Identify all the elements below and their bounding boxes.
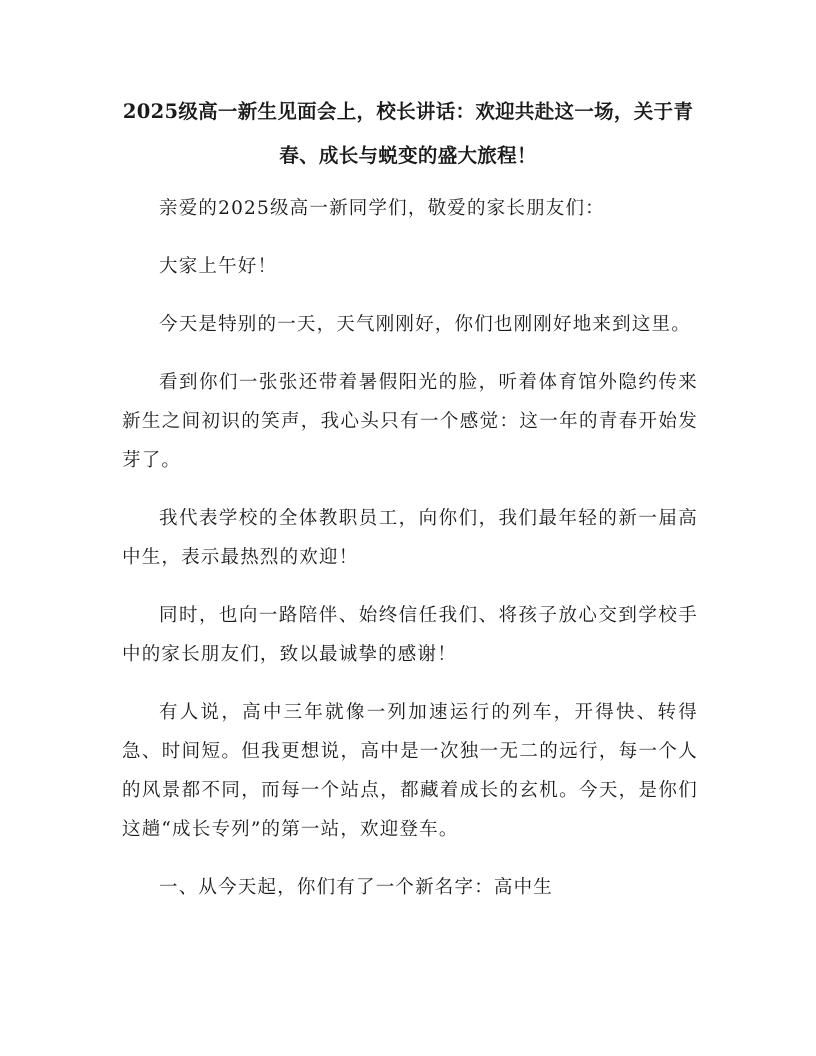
body-paragraph: 有人说，高中三年就像一列加速运行的列车，开得快、转得急、时间短。但我更想说，高中是一次独一无二的远行，每一个人的风景都不同，而每一个站点，都藏着成长的玄机。今天，是你们这趟“成长专列”的第一站，欢迎登车。 (122, 702, 698, 840)
body-paragraph: 我代表学校的全体教职员工，向你们，我们最年轻的新一届高中生，表示最热烈的欢迎！ (122, 508, 698, 568)
salutation-paragraph: 亲爱的2025级高一新同学们，敬爱的家长朋友们： (159, 198, 605, 219)
body-paragraph: 同时，也向一路陪伴、始终信任我们、将孩子放心交到学校手中的家长朋友们，致以最诚挚的感谢！ (122, 605, 698, 665)
section-heading: 一、从今天起，你们有了一个新名字：高中生 (159, 877, 554, 898)
document-title: 2025级高一新生见面会上，校长讲话：欢迎共赴这一场，关于青春、成长与蜕变的盛大旅程！ (122, 100, 694, 167)
body-paragraph: 今天是特别的一天，天气刚刚好，你们也刚刚好地来到这里。 (159, 314, 691, 335)
greeting-paragraph: 大家上午好！ (159, 256, 278, 277)
body-paragraph: 看到你们一张张还带着暑假阳光的脸，听着体育馆外隐约传来新生之间初识的笑声，我心头只有一个感觉：这一年的青春开始发芽了。 (122, 372, 698, 471)
document-body (122, 189, 698, 926)
